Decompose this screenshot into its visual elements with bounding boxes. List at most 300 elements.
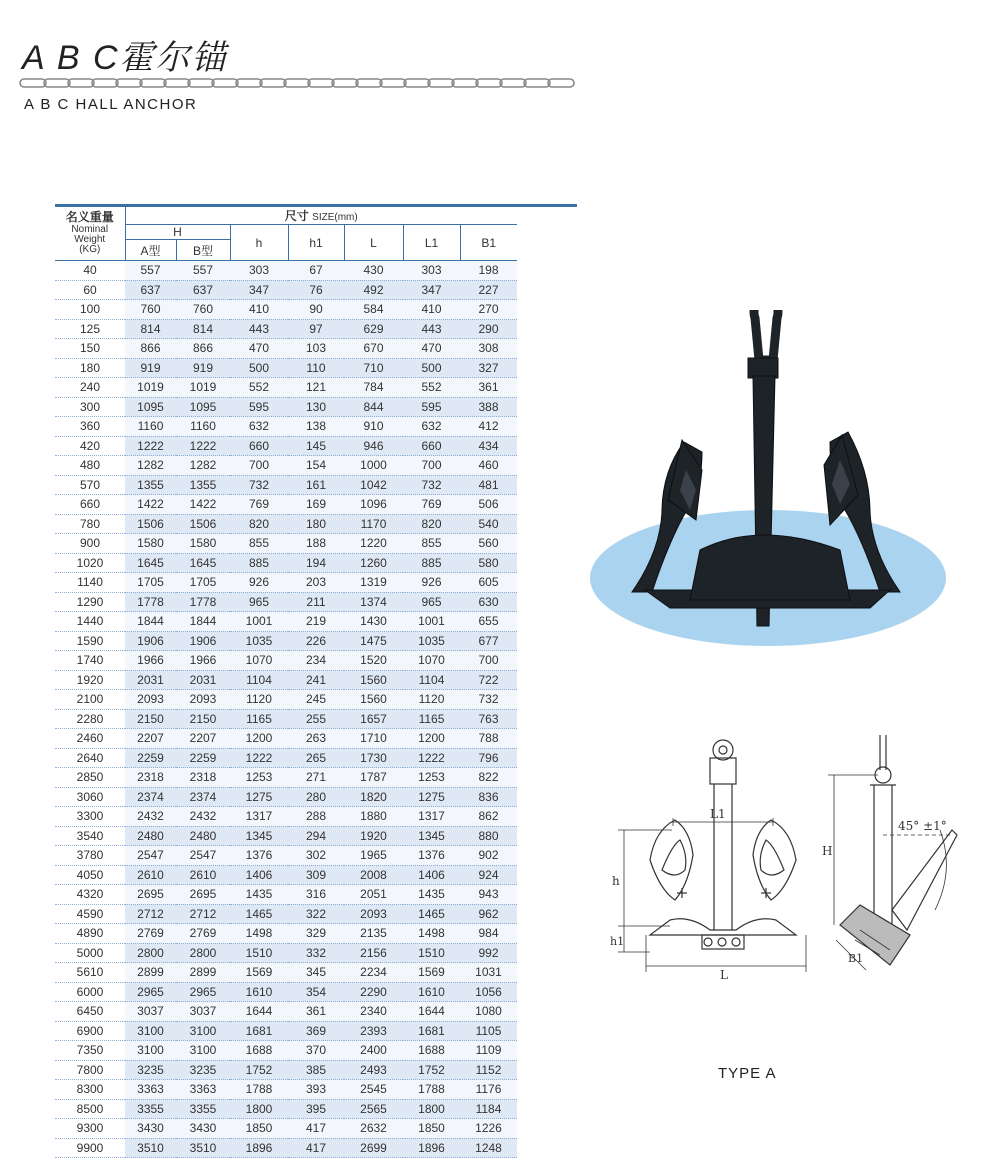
header-h: h [230, 225, 288, 261]
table-cell: 100 [55, 300, 125, 320]
table-row [55, 553, 517, 573]
table-cell: 2632 [344, 1119, 403, 1139]
table-row [55, 631, 517, 651]
header-weight-en-3: (KG) [79, 244, 101, 255]
table-cell: 1248 [460, 1138, 517, 1158]
table-cell: 412 [460, 417, 517, 437]
table-cell: 430 [344, 261, 403, 281]
table-cell: 322 [288, 904, 344, 924]
table-cell: 245 [288, 690, 344, 710]
table-cell: 1120 [403, 690, 460, 710]
table-cell: 2234 [344, 963, 403, 983]
table-cell: 1056 [460, 982, 517, 1002]
table-row [55, 865, 517, 885]
table-cell: 1752 [230, 1060, 288, 1080]
table-cell: 1096 [344, 495, 403, 515]
table-cell: 1406 [403, 865, 460, 885]
table-cell: 3037 [176, 1002, 230, 1022]
table-cell: 677 [460, 631, 517, 651]
table-row [55, 319, 517, 339]
table-cell: 560 [460, 534, 517, 554]
table-cell: 763 [460, 709, 517, 729]
table-cell: 138 [288, 417, 344, 437]
table-cell: 308 [460, 339, 517, 359]
table-cell: 1688 [403, 1041, 460, 1061]
table-cell: 255 [288, 709, 344, 729]
table-cell: 1966 [176, 651, 230, 671]
table-cell: 8500 [55, 1099, 125, 1119]
table-cell: 1610 [230, 982, 288, 1002]
table-cell: 992 [460, 943, 517, 963]
table-cell: 1160 [125, 417, 176, 437]
table-cell: 1435 [403, 885, 460, 905]
table-cell: 1787 [344, 768, 403, 788]
table-cell: 900 [55, 534, 125, 554]
table-cell: 962 [460, 904, 517, 924]
table-cell: 443 [403, 319, 460, 339]
table-cell: 1844 [176, 612, 230, 632]
drawing-label-L: L [720, 968, 728, 982]
table-cell: 145 [288, 436, 344, 456]
table-cell: 90 [288, 300, 344, 320]
table-cell: 1645 [176, 553, 230, 573]
table-cell: 2565 [344, 1099, 403, 1119]
table-body [55, 261, 517, 1158]
table-cell: 814 [176, 319, 230, 339]
header-size [125, 207, 517, 225]
table-cell: 660 [55, 495, 125, 515]
table-row [55, 670, 517, 690]
table-cell: 154 [288, 456, 344, 476]
table-cell: 1376 [230, 846, 288, 866]
table-row [55, 904, 517, 924]
table-cell: 655 [460, 612, 517, 632]
table-row [55, 417, 517, 437]
table-cell: 470 [403, 339, 460, 359]
table-cell: 443 [230, 319, 288, 339]
table-cell: 2432 [125, 807, 176, 827]
table-cell: 2093 [125, 690, 176, 710]
table-cell: 1176 [460, 1080, 517, 1100]
table-cell: 2460 [55, 729, 125, 749]
table-cell: 630 [460, 592, 517, 612]
table-cell: 1019 [176, 378, 230, 398]
page-title: A B C霍尔锚 [22, 39, 228, 77]
table-cell: 1220 [344, 534, 403, 554]
table-cell: 271 [288, 768, 344, 788]
table-cell: 769 [230, 495, 288, 515]
table-cell: 722 [460, 670, 517, 690]
table-cell: 393 [288, 1080, 344, 1100]
table-cell: 2318 [176, 768, 230, 788]
table-cell: 552 [403, 378, 460, 398]
table-cell: 1200 [403, 729, 460, 749]
table-cell: 2280 [55, 709, 125, 729]
table-cell: 1170 [344, 514, 403, 534]
table-cell: 632 [403, 417, 460, 437]
table-cell: 946 [344, 436, 403, 456]
table-cell: 1800 [403, 1099, 460, 1119]
table-cell: 2640 [55, 748, 125, 768]
table-cell: 3363 [125, 1080, 176, 1100]
table-cell: 2800 [176, 943, 230, 963]
table-cell: 1644 [403, 1002, 460, 1022]
table-row [55, 826, 517, 846]
table-cell: 1906 [125, 631, 176, 651]
table-cell: 1681 [230, 1021, 288, 1041]
table-cell: 40 [55, 261, 125, 281]
table-cell: 4590 [55, 904, 125, 924]
table-cell: 1152 [460, 1060, 517, 1080]
table-row [55, 495, 517, 515]
table-cell: 3363 [176, 1080, 230, 1100]
table-cell: 926 [230, 573, 288, 593]
table-cell: 4890 [55, 924, 125, 944]
drawing-label-h1: h1 [610, 935, 625, 948]
table-cell: 4320 [55, 885, 125, 905]
header-type-b: B型 [176, 240, 230, 261]
table-cell: 1740 [55, 651, 125, 671]
table-cell: 265 [288, 748, 344, 768]
table-cell: 660 [403, 436, 460, 456]
anchor-photo [590, 310, 950, 680]
table-cell: 2051 [344, 885, 403, 905]
table-cell: 584 [344, 300, 403, 320]
table-cell: 395 [288, 1099, 344, 1119]
table-cell: 1253 [403, 768, 460, 788]
table-cell: 3510 [125, 1138, 176, 1158]
table-row [55, 1060, 517, 1080]
table-cell: 1681 [403, 1021, 460, 1041]
table-cell: 327 [460, 358, 517, 378]
table-cell: 2695 [176, 885, 230, 905]
table-cell: 227 [460, 280, 517, 300]
table-cell: 6000 [55, 982, 125, 1002]
header-weight [55, 207, 125, 261]
table-cell: 3037 [125, 1002, 176, 1022]
page-subtitle: A B C HALL ANCHOR [24, 96, 198, 113]
table-cell: 965 [230, 592, 288, 612]
table-cell: 1317 [403, 807, 460, 827]
table-cell: 388 [460, 397, 517, 417]
table-cell: 161 [288, 475, 344, 495]
table-cell: 1020 [55, 553, 125, 573]
table-row [55, 982, 517, 1002]
table-cell: 2400 [344, 1041, 403, 1061]
table-cell: 1282 [176, 456, 230, 476]
table-cell: 1906 [176, 631, 230, 651]
table-cell: 1560 [344, 670, 403, 690]
table-cell: 1140 [55, 573, 125, 593]
table-cell: 1569 [403, 963, 460, 983]
table-cell: 280 [288, 787, 344, 807]
table-cell: 814 [125, 319, 176, 339]
table-cell: 1095 [125, 397, 176, 417]
table-cell: 1800 [230, 1099, 288, 1119]
table-cell: 796 [460, 748, 517, 768]
table-row [55, 475, 517, 495]
header-h1: h1 [288, 225, 344, 261]
table-cell: 1290 [55, 592, 125, 612]
table-cell: 1705 [125, 573, 176, 593]
table-cell: 2432 [176, 807, 230, 827]
table-cell: 2374 [125, 787, 176, 807]
table-cell: 2031 [125, 670, 176, 690]
table-cell: 866 [125, 339, 176, 359]
table-cell: 732 [460, 690, 517, 710]
table-cell: 1031 [460, 963, 517, 983]
table-cell: 9900 [55, 1138, 125, 1158]
table-cell: 1880 [344, 807, 403, 827]
table-cell: 460 [460, 456, 517, 476]
drawing-label-B1: B1 [848, 952, 864, 965]
header-weight-en-2: Weight [74, 234, 106, 245]
table-row [55, 1021, 517, 1041]
table-cell: 2800 [125, 943, 176, 963]
table-cell: 2259 [176, 748, 230, 768]
table-cell: 1222 [403, 748, 460, 768]
table-cell: 3060 [55, 787, 125, 807]
drawing-label-h: h [612, 874, 620, 888]
table-row [55, 300, 517, 320]
table-cell: 2545 [344, 1080, 403, 1100]
table-cell: 1165 [230, 709, 288, 729]
table-cell: 2610 [176, 865, 230, 885]
table-cell: 1275 [230, 787, 288, 807]
header-size-en: SIZE(mm) [312, 212, 358, 223]
table-cell: 1222 [230, 748, 288, 768]
table-cell: 347 [230, 280, 288, 300]
table-cell: 2093 [176, 690, 230, 710]
table-cell: 885 [230, 553, 288, 573]
table-cell: 2769 [176, 924, 230, 944]
table-cell: 1226 [460, 1119, 517, 1139]
table-cell: 226 [288, 631, 344, 651]
table-cell: 2480 [125, 826, 176, 846]
table-cell: 2899 [176, 963, 230, 983]
header-weight-cn: 名义重量 [65, 210, 114, 224]
table-cell: 769 [403, 495, 460, 515]
table-cell: 1105 [460, 1021, 517, 1041]
table-cell: 329 [288, 924, 344, 944]
table-cell: 2318 [125, 768, 176, 788]
table-row [55, 1080, 517, 1100]
table-cell: 60 [55, 280, 125, 300]
table-cell: 820 [403, 514, 460, 534]
table-cell: 410 [230, 300, 288, 320]
table-cell: 2156 [344, 943, 403, 963]
table-cell: 1120 [230, 690, 288, 710]
table-cell: 316 [288, 885, 344, 905]
table-cell: 629 [344, 319, 403, 339]
table-cell: 1319 [344, 573, 403, 593]
table-cell: 3540 [55, 826, 125, 846]
table-cell: 302 [288, 846, 344, 866]
table-row [55, 729, 517, 749]
header-size-cn: 尺寸 [284, 209, 309, 223]
table-cell: 211 [288, 592, 344, 612]
table-row [55, 963, 517, 983]
table-cell: 369 [288, 1021, 344, 1041]
table-cell: 1506 [125, 514, 176, 534]
table-cell: 632 [230, 417, 288, 437]
table-cell: 780 [55, 514, 125, 534]
table-row [55, 339, 517, 359]
table-cell: 2150 [176, 709, 230, 729]
table-cell: 784 [344, 378, 403, 398]
table-cell: 1200 [230, 729, 288, 749]
table-cell: 370 [288, 1041, 344, 1061]
table-row [55, 651, 517, 671]
table-cell: 294 [288, 826, 344, 846]
table-cell: 288 [288, 807, 344, 827]
table-cell: 1920 [55, 670, 125, 690]
table-cell: 788 [460, 729, 517, 749]
table-row [55, 846, 517, 866]
table-cell: 361 [288, 1002, 344, 1022]
table-cell: 1035 [403, 631, 460, 651]
table-cell: 125 [55, 319, 125, 339]
table-cell: 270 [460, 300, 517, 320]
header-L: L [344, 225, 403, 261]
table-cell: 1035 [230, 631, 288, 651]
table-cell: 1160 [176, 417, 230, 437]
table-cell: 1465 [230, 904, 288, 924]
table-cell: 2965 [125, 982, 176, 1002]
table-cell: 480 [55, 456, 125, 476]
table-cell: 2259 [125, 748, 176, 768]
table-cell: 417 [288, 1138, 344, 1158]
table-cell: 2899 [125, 963, 176, 983]
table-row [55, 261, 517, 281]
table-cell: 1345 [230, 826, 288, 846]
table-cell: 481 [460, 475, 517, 495]
table-cell: 700 [403, 456, 460, 476]
table-cell: 1070 [230, 651, 288, 671]
table-row [55, 748, 517, 768]
table-cell: 345 [288, 963, 344, 983]
table-row [55, 573, 517, 593]
table-row [55, 592, 517, 612]
table-cell: 1560 [344, 690, 403, 710]
table-cell: 3355 [125, 1099, 176, 1119]
table-cell: 1406 [230, 865, 288, 885]
table-cell: 5000 [55, 943, 125, 963]
table-row [55, 1002, 517, 1022]
table-row [55, 456, 517, 476]
table-row [55, 709, 517, 729]
table-cell: 1498 [230, 924, 288, 944]
table-cell: 1184 [460, 1099, 517, 1119]
table-cell: 6450 [55, 1002, 125, 1022]
table-row [55, 436, 517, 456]
table-cell: 700 [230, 456, 288, 476]
table-cell: 862 [460, 807, 517, 827]
table-cell: 1896 [403, 1138, 460, 1158]
table-cell: 2150 [125, 709, 176, 729]
table-cell: 1920 [344, 826, 403, 846]
table-cell: 919 [125, 358, 176, 378]
table-cell: 1376 [403, 846, 460, 866]
table-cell: 188 [288, 534, 344, 554]
table-row [55, 280, 517, 300]
table-cell: 2610 [125, 865, 176, 885]
table-cell: 670 [344, 339, 403, 359]
table-cell: 360 [55, 417, 125, 437]
table-cell: 3355 [176, 1099, 230, 1119]
table-cell: 3300 [55, 807, 125, 827]
table-cell: 732 [230, 475, 288, 495]
table-cell: 180 [55, 358, 125, 378]
table-cell: 1657 [344, 709, 403, 729]
table-cell: 2547 [125, 846, 176, 866]
table-cell: 1275 [403, 787, 460, 807]
table-cell: 866 [176, 339, 230, 359]
table-cell: 241 [288, 670, 344, 690]
table-row [55, 768, 517, 788]
table-cell: 1850 [403, 1119, 460, 1139]
table-cell: 3780 [55, 846, 125, 866]
table-cell: 2135 [344, 924, 403, 944]
table-cell: 2547 [176, 846, 230, 866]
table-cell: 2207 [125, 729, 176, 749]
table-cell: 420 [55, 436, 125, 456]
table-row [55, 514, 517, 534]
table-row [55, 787, 517, 807]
table-cell: 1610 [403, 982, 460, 1002]
table-cell: 1730 [344, 748, 403, 768]
table-cell: 417 [288, 1119, 344, 1139]
table-cell: 1475 [344, 631, 403, 651]
table-cell: 361 [460, 378, 517, 398]
table-cell: 595 [230, 397, 288, 417]
table-cell: 1104 [403, 670, 460, 690]
header-weight-en-1: Nominal [71, 224, 109, 235]
table-cell: 219 [288, 612, 344, 632]
table-cell: 1355 [176, 475, 230, 495]
table-row [55, 397, 517, 417]
table-cell: 5610 [55, 963, 125, 983]
table-cell: 1282 [125, 456, 176, 476]
table-cell: 1440 [55, 612, 125, 632]
table-cell: 1422 [125, 495, 176, 515]
table-cell: 290 [460, 319, 517, 339]
table-cell: 354 [288, 982, 344, 1002]
table-cell: 1590 [55, 631, 125, 651]
table-cell: 1788 [230, 1080, 288, 1100]
table-cell: 1820 [344, 787, 403, 807]
table-cell: 1778 [125, 592, 176, 612]
table-cell: 3100 [125, 1041, 176, 1061]
table-cell: 2850 [55, 768, 125, 788]
table-cell: 1645 [125, 553, 176, 573]
table-row [55, 1099, 517, 1119]
table-cell: 67 [288, 261, 344, 281]
table-cell: 194 [288, 553, 344, 573]
table-cell: 1844 [125, 612, 176, 632]
table-cell: 2965 [176, 982, 230, 1002]
table-cell: 760 [125, 300, 176, 320]
drawing-label-L1: L1 [710, 807, 726, 821]
table-cell: 4050 [55, 865, 125, 885]
table-cell: 2340 [344, 1002, 403, 1022]
table-cell: 470 [230, 339, 288, 359]
table-cell: 234 [288, 651, 344, 671]
table-cell: 1688 [230, 1041, 288, 1061]
table-cell: 2480 [176, 826, 230, 846]
table-cell: 1465 [403, 904, 460, 924]
table-row [55, 358, 517, 378]
